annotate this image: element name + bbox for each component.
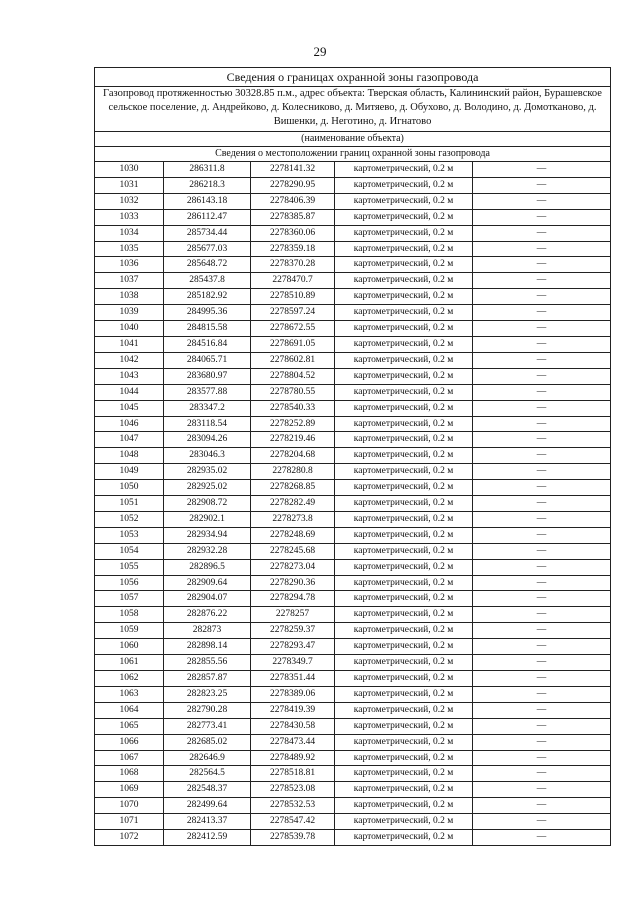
y-coordinate-cell: 2278473.44 — [251, 734, 335, 750]
method-cell: картометрический, 0.2 м — [335, 623, 473, 639]
y-coordinate-cell: 2278518.81 — [251, 766, 335, 782]
table-row — [95, 782, 611, 798]
point-number-cell: 1053 — [95, 527, 164, 543]
note-cell: — — [473, 591, 611, 607]
point-number-cell: 1031 — [95, 177, 164, 193]
x-coordinate-cell: 282773.41 — [164, 718, 251, 734]
x-coordinate-cell: 284516.84 — [164, 336, 251, 352]
table-row — [95, 416, 611, 432]
y-coordinate-cell: 2278351.44 — [251, 671, 335, 687]
method-cell: картометрический, 0.2 м — [335, 162, 473, 178]
method-cell: картометрический, 0.2 м — [335, 400, 473, 416]
method-cell: картометрический, 0.2 м — [335, 352, 473, 368]
table-row — [95, 162, 611, 178]
method-cell: картометрический, 0.2 м — [335, 384, 473, 400]
method-cell: картометрический, 0.2 м — [335, 225, 473, 241]
method-cell: картометрический, 0.2 м — [335, 448, 473, 464]
y-coordinate-cell: 2278259.37 — [251, 623, 335, 639]
point-number-cell: 1061 — [95, 655, 164, 671]
method-cell: картометрический, 0.2 м — [335, 814, 473, 830]
boundary-document — [94, 67, 610, 846]
y-coordinate-cell: 2278293.47 — [251, 639, 335, 655]
x-coordinate-cell: 286112.47 — [164, 209, 251, 225]
note-cell: — — [473, 782, 611, 798]
table-row — [95, 639, 611, 655]
note-cell: — — [473, 352, 611, 368]
y-coordinate-cell: 2278219.46 — [251, 432, 335, 448]
note-cell: — — [473, 655, 611, 671]
table-row — [95, 464, 611, 480]
y-coordinate-cell: 2278290.36 — [251, 575, 335, 591]
method-cell: картометрический, 0.2 м — [335, 750, 473, 766]
method-cell: картометрический, 0.2 м — [335, 575, 473, 591]
point-number-cell: 1067 — [95, 750, 164, 766]
object-description: Газопровод протяженностью 30328.85 п.м., адрес объекта: Тверская область, Калининский район, Бурашевское сельское поселение, д. Андрейково, д. Колесниково, д. Митяево, д. Обухово, д. Володино, д. Домотканово, д. Вишенки, д. Неготино, д. Игнатово — [95, 87, 611, 132]
x-coordinate-cell: 282898.14 — [164, 639, 251, 655]
point-number-cell: 1070 — [95, 798, 164, 814]
y-coordinate-cell: 2278359.18 — [251, 241, 335, 257]
note-cell: — — [473, 257, 611, 273]
table-row — [95, 702, 611, 718]
table-row — [95, 336, 611, 352]
table-row — [95, 655, 611, 671]
y-coordinate-cell: 2278470.7 — [251, 273, 335, 289]
method-cell: картометрический, 0.2 м — [335, 321, 473, 337]
note-cell: — — [473, 289, 611, 305]
x-coordinate-cell: 282413.37 — [164, 814, 251, 830]
note-cell: — — [473, 225, 611, 241]
y-coordinate-cell: 2278539.78 — [251, 830, 335, 846]
method-cell: картометрический, 0.2 м — [335, 607, 473, 623]
x-coordinate-cell: 286143.18 — [164, 193, 251, 209]
note-cell: — — [473, 830, 611, 846]
note-cell: — — [473, 734, 611, 750]
x-coordinate-cell: 282904.07 — [164, 591, 251, 607]
x-coordinate-cell: 285437.8 — [164, 273, 251, 289]
method-cell: картометрический, 0.2 м — [335, 830, 473, 846]
x-coordinate-cell: 282857.87 — [164, 671, 251, 687]
table-row — [95, 766, 611, 782]
x-coordinate-cell: 286218.3 — [164, 177, 251, 193]
x-coordinate-cell: 282932.28 — [164, 543, 251, 559]
page-number: 29 — [313, 44, 327, 59]
point-number-cell: 1035 — [95, 241, 164, 257]
table-row — [95, 225, 611, 241]
method-cell: картометрический, 0.2 м — [335, 432, 473, 448]
table-row — [95, 718, 611, 734]
table-row — [95, 177, 611, 193]
point-number-cell: 1064 — [95, 702, 164, 718]
note-cell: — — [473, 384, 611, 400]
y-coordinate-cell: 2278780.55 — [251, 384, 335, 400]
method-cell: картометрический, 0.2 м — [335, 257, 473, 273]
method-cell: картометрический, 0.2 м — [335, 241, 473, 257]
table-row — [95, 432, 611, 448]
note-cell: — — [473, 321, 611, 337]
x-coordinate-cell: 282908.72 — [164, 496, 251, 512]
note-cell: — — [473, 639, 611, 655]
method-cell: картометрический, 0.2 м — [335, 527, 473, 543]
y-coordinate-cell: 2278204.68 — [251, 448, 335, 464]
point-number-cell: 1034 — [95, 225, 164, 241]
method-cell: картометрический, 0.2 м — [335, 671, 473, 687]
x-coordinate-cell: 282902.1 — [164, 511, 251, 527]
note-cell: — — [473, 432, 611, 448]
x-coordinate-cell: 283577.88 — [164, 384, 251, 400]
note-cell: — — [473, 193, 611, 209]
y-coordinate-cell: 2278268.85 — [251, 480, 335, 496]
y-coordinate-cell: 2278282.49 — [251, 496, 335, 512]
method-cell: картометрический, 0.2 м — [335, 543, 473, 559]
table-row — [95, 305, 611, 321]
x-coordinate-cell: 282412.59 — [164, 830, 251, 846]
note-cell: — — [473, 814, 611, 830]
point-number-cell: 1065 — [95, 718, 164, 734]
x-coordinate-cell: 282646.9 — [164, 750, 251, 766]
table-row — [95, 257, 611, 273]
note-cell: — — [473, 209, 611, 225]
method-cell: картометрический, 0.2 м — [335, 177, 473, 193]
method-cell: картометрический, 0.2 м — [335, 496, 473, 512]
y-coordinate-cell: 2278370.28 — [251, 257, 335, 273]
note-cell: — — [473, 575, 611, 591]
method-cell: картометрический, 0.2 м — [335, 289, 473, 305]
point-number-cell: 1050 — [95, 480, 164, 496]
x-coordinate-cell: 282896.5 — [164, 559, 251, 575]
boundary-table — [94, 67, 611, 846]
point-number-cell: 1040 — [95, 321, 164, 337]
x-coordinate-cell: 282934.94 — [164, 527, 251, 543]
x-coordinate-cell: 285182.92 — [164, 289, 251, 305]
note-cell: — — [473, 527, 611, 543]
y-coordinate-cell: 2278547.42 — [251, 814, 335, 830]
note-cell: — — [473, 273, 611, 289]
table-row — [95, 607, 611, 623]
point-number-cell: 1056 — [95, 575, 164, 591]
note-cell: — — [473, 368, 611, 384]
point-number-cell: 1071 — [95, 814, 164, 830]
y-coordinate-cell: 2278252.89 — [251, 416, 335, 432]
table-row — [95, 241, 611, 257]
x-coordinate-cell: 282855.56 — [164, 655, 251, 671]
y-coordinate-cell: 2278510.89 — [251, 289, 335, 305]
x-coordinate-cell: 285648.72 — [164, 257, 251, 273]
y-coordinate-cell: 2278489.92 — [251, 750, 335, 766]
x-coordinate-cell: 282548.37 — [164, 782, 251, 798]
point-number-cell: 1048 — [95, 448, 164, 464]
y-coordinate-cell: 2278349.7 — [251, 655, 335, 671]
y-coordinate-cell: 2278141.32 — [251, 162, 335, 178]
table-row — [95, 321, 611, 337]
point-number-cell: 1060 — [95, 639, 164, 655]
location-caption: Сведения о местоположении границ охранной зоны газопровода — [95, 147, 611, 162]
table-row — [95, 559, 611, 575]
table-row — [95, 671, 611, 687]
note-cell: — — [473, 162, 611, 178]
note-cell: — — [473, 241, 611, 257]
note-cell: — — [473, 496, 611, 512]
note-cell: — — [473, 400, 611, 416]
method-cell: картометрический, 0.2 м — [335, 655, 473, 671]
x-coordinate-cell: 286311.8 — [164, 162, 251, 178]
method-cell: картометрический, 0.2 м — [335, 782, 473, 798]
table-row — [95, 543, 611, 559]
point-number-cell: 1039 — [95, 305, 164, 321]
y-coordinate-cell: 2278602.81 — [251, 352, 335, 368]
y-coordinate-cell: 2278523.08 — [251, 782, 335, 798]
y-coordinate-cell: 2278691.05 — [251, 336, 335, 352]
y-coordinate-cell: 2278290.95 — [251, 177, 335, 193]
method-cell: картометрический, 0.2 м — [335, 209, 473, 225]
y-coordinate-cell: 2278406.39 — [251, 193, 335, 209]
method-cell: картометрический, 0.2 м — [335, 766, 473, 782]
method-cell: картометрический, 0.2 м — [335, 734, 473, 750]
x-coordinate-cell: 283680.97 — [164, 368, 251, 384]
table-row — [95, 511, 611, 527]
method-cell: картометрический, 0.2 м — [335, 193, 473, 209]
x-coordinate-cell: 282925.02 — [164, 480, 251, 496]
method-cell: картометрический, 0.2 м — [335, 798, 473, 814]
method-cell: картометрический, 0.2 м — [335, 273, 473, 289]
point-number-cell: 1038 — [95, 289, 164, 305]
method-cell: картометрический, 0.2 м — [335, 559, 473, 575]
table-row — [95, 623, 611, 639]
method-cell: картометрический, 0.2 м — [335, 639, 473, 655]
y-coordinate-cell: 2278248.69 — [251, 527, 335, 543]
x-coordinate-cell: 283347.2 — [164, 400, 251, 416]
method-cell: картометрический, 0.2 м — [335, 686, 473, 702]
point-number-cell: 1033 — [95, 209, 164, 225]
note-cell: — — [473, 448, 611, 464]
y-coordinate-cell: 2278597.24 — [251, 305, 335, 321]
object-name-caption: (наименование объекта) — [95, 132, 611, 147]
table-row — [95, 352, 611, 368]
point-number-cell: 1041 — [95, 336, 164, 352]
x-coordinate-cell: 282790.28 — [164, 702, 251, 718]
x-coordinate-cell: 284995.36 — [164, 305, 251, 321]
x-coordinate-cell: 282909.64 — [164, 575, 251, 591]
table-row — [95, 400, 611, 416]
point-number-cell: 1052 — [95, 511, 164, 527]
y-coordinate-cell: 2278294.78 — [251, 591, 335, 607]
table-row — [95, 496, 611, 512]
x-coordinate-cell: 282935.02 — [164, 464, 251, 480]
x-coordinate-cell: 283094.26 — [164, 432, 251, 448]
y-coordinate-cell: 2278280.8 — [251, 464, 335, 480]
note-cell: — — [473, 464, 611, 480]
y-coordinate-cell: 2278273.04 — [251, 559, 335, 575]
note-cell: — — [473, 416, 611, 432]
y-coordinate-cell: 2278804.52 — [251, 368, 335, 384]
method-cell: картометрический, 0.2 м — [335, 368, 473, 384]
table-row — [95, 289, 611, 305]
point-number-cell: 1063 — [95, 686, 164, 702]
note-cell: — — [473, 480, 611, 496]
point-number-cell: 1042 — [95, 352, 164, 368]
note-cell: — — [473, 543, 611, 559]
note-cell: — — [473, 718, 611, 734]
point-number-cell: 1037 — [95, 273, 164, 289]
point-number-cell: 1072 — [95, 830, 164, 846]
table-row — [95, 368, 611, 384]
point-number-cell: 1051 — [95, 496, 164, 512]
point-number-cell: 1055 — [95, 559, 164, 575]
table-row — [95, 798, 611, 814]
x-coordinate-cell: 283118.54 — [164, 416, 251, 432]
table-row — [95, 273, 611, 289]
note-cell: — — [473, 559, 611, 575]
point-number-cell: 1057 — [95, 591, 164, 607]
note-cell: — — [473, 750, 611, 766]
point-number-cell: 1047 — [95, 432, 164, 448]
point-number-cell: 1054 — [95, 543, 164, 559]
y-coordinate-cell: 2278257 — [251, 607, 335, 623]
point-number-cell: 1030 — [95, 162, 164, 178]
note-cell: — — [473, 336, 611, 352]
note-cell: — — [473, 702, 611, 718]
point-number-cell: 1045 — [95, 400, 164, 416]
method-cell: картометрический, 0.2 м — [335, 591, 473, 607]
method-cell: картометрический, 0.2 м — [335, 702, 473, 718]
table-title: Сведения о границах охранной зоны газопровода — [95, 68, 611, 87]
y-coordinate-cell: 2278385.87 — [251, 209, 335, 225]
note-cell: — — [473, 511, 611, 527]
note-cell: — — [473, 686, 611, 702]
point-number-cell: 1058 — [95, 607, 164, 623]
y-coordinate-cell: 2278419.39 — [251, 702, 335, 718]
note-cell: — — [473, 305, 611, 321]
point-number-cell: 1044 — [95, 384, 164, 400]
note-cell: — — [473, 798, 611, 814]
x-coordinate-cell: 282823.25 — [164, 686, 251, 702]
method-cell: картометрический, 0.2 м — [335, 416, 473, 432]
table-row — [95, 734, 611, 750]
table-row — [95, 686, 611, 702]
method-cell: картометрический, 0.2 м — [335, 336, 473, 352]
y-coordinate-cell: 2278360.06 — [251, 225, 335, 241]
point-number-cell: 1059 — [95, 623, 164, 639]
y-coordinate-cell: 2278540.33 — [251, 400, 335, 416]
note-cell: — — [473, 177, 611, 193]
x-coordinate-cell: 284065.71 — [164, 352, 251, 368]
y-coordinate-cell: 2278245.68 — [251, 543, 335, 559]
x-coordinate-cell: 282564.5 — [164, 766, 251, 782]
x-coordinate-cell: 282499.64 — [164, 798, 251, 814]
table-row — [95, 193, 611, 209]
table-row — [95, 830, 611, 846]
y-coordinate-cell: 2278532.53 — [251, 798, 335, 814]
x-coordinate-cell: 282685.02 — [164, 734, 251, 750]
point-number-cell: 1068 — [95, 766, 164, 782]
x-coordinate-cell: 285734.44 — [164, 225, 251, 241]
table-row — [95, 591, 611, 607]
method-cell: картометрический, 0.2 м — [335, 718, 473, 734]
note-cell: — — [473, 671, 611, 687]
point-number-cell: 1046 — [95, 416, 164, 432]
point-number-cell: 1043 — [95, 368, 164, 384]
table-row — [95, 814, 611, 830]
x-coordinate-cell: 283046.3 — [164, 448, 251, 464]
point-number-cell: 1032 — [95, 193, 164, 209]
y-coordinate-cell: 2278273.8 — [251, 511, 335, 527]
note-cell: — — [473, 607, 611, 623]
note-cell: — — [473, 623, 611, 639]
table-row — [95, 750, 611, 766]
method-cell: картометрический, 0.2 м — [335, 305, 473, 321]
point-number-cell: 1066 — [95, 734, 164, 750]
note-cell: — — [473, 766, 611, 782]
table-row — [95, 527, 611, 543]
table-row — [95, 209, 611, 225]
x-coordinate-cell: 282876.22 — [164, 607, 251, 623]
point-number-cell: 1062 — [95, 671, 164, 687]
point-number-cell: 1069 — [95, 782, 164, 798]
method-cell: картометрический, 0.2 м — [335, 480, 473, 496]
method-cell: картометрический, 0.2 м — [335, 511, 473, 527]
point-number-cell: 1049 — [95, 464, 164, 480]
y-coordinate-cell: 2278430.58 — [251, 718, 335, 734]
table-row — [95, 448, 611, 464]
x-coordinate-cell: 284815.58 — [164, 321, 251, 337]
y-coordinate-cell: 2278389.06 — [251, 686, 335, 702]
table-row — [95, 575, 611, 591]
y-coordinate-cell: 2278672.55 — [251, 321, 335, 337]
method-cell: картометрический, 0.2 м — [335, 464, 473, 480]
point-number-cell: 1036 — [95, 257, 164, 273]
table-row — [95, 480, 611, 496]
table-row — [95, 384, 611, 400]
x-coordinate-cell: 282873 — [164, 623, 251, 639]
x-coordinate-cell: 285677.03 — [164, 241, 251, 257]
